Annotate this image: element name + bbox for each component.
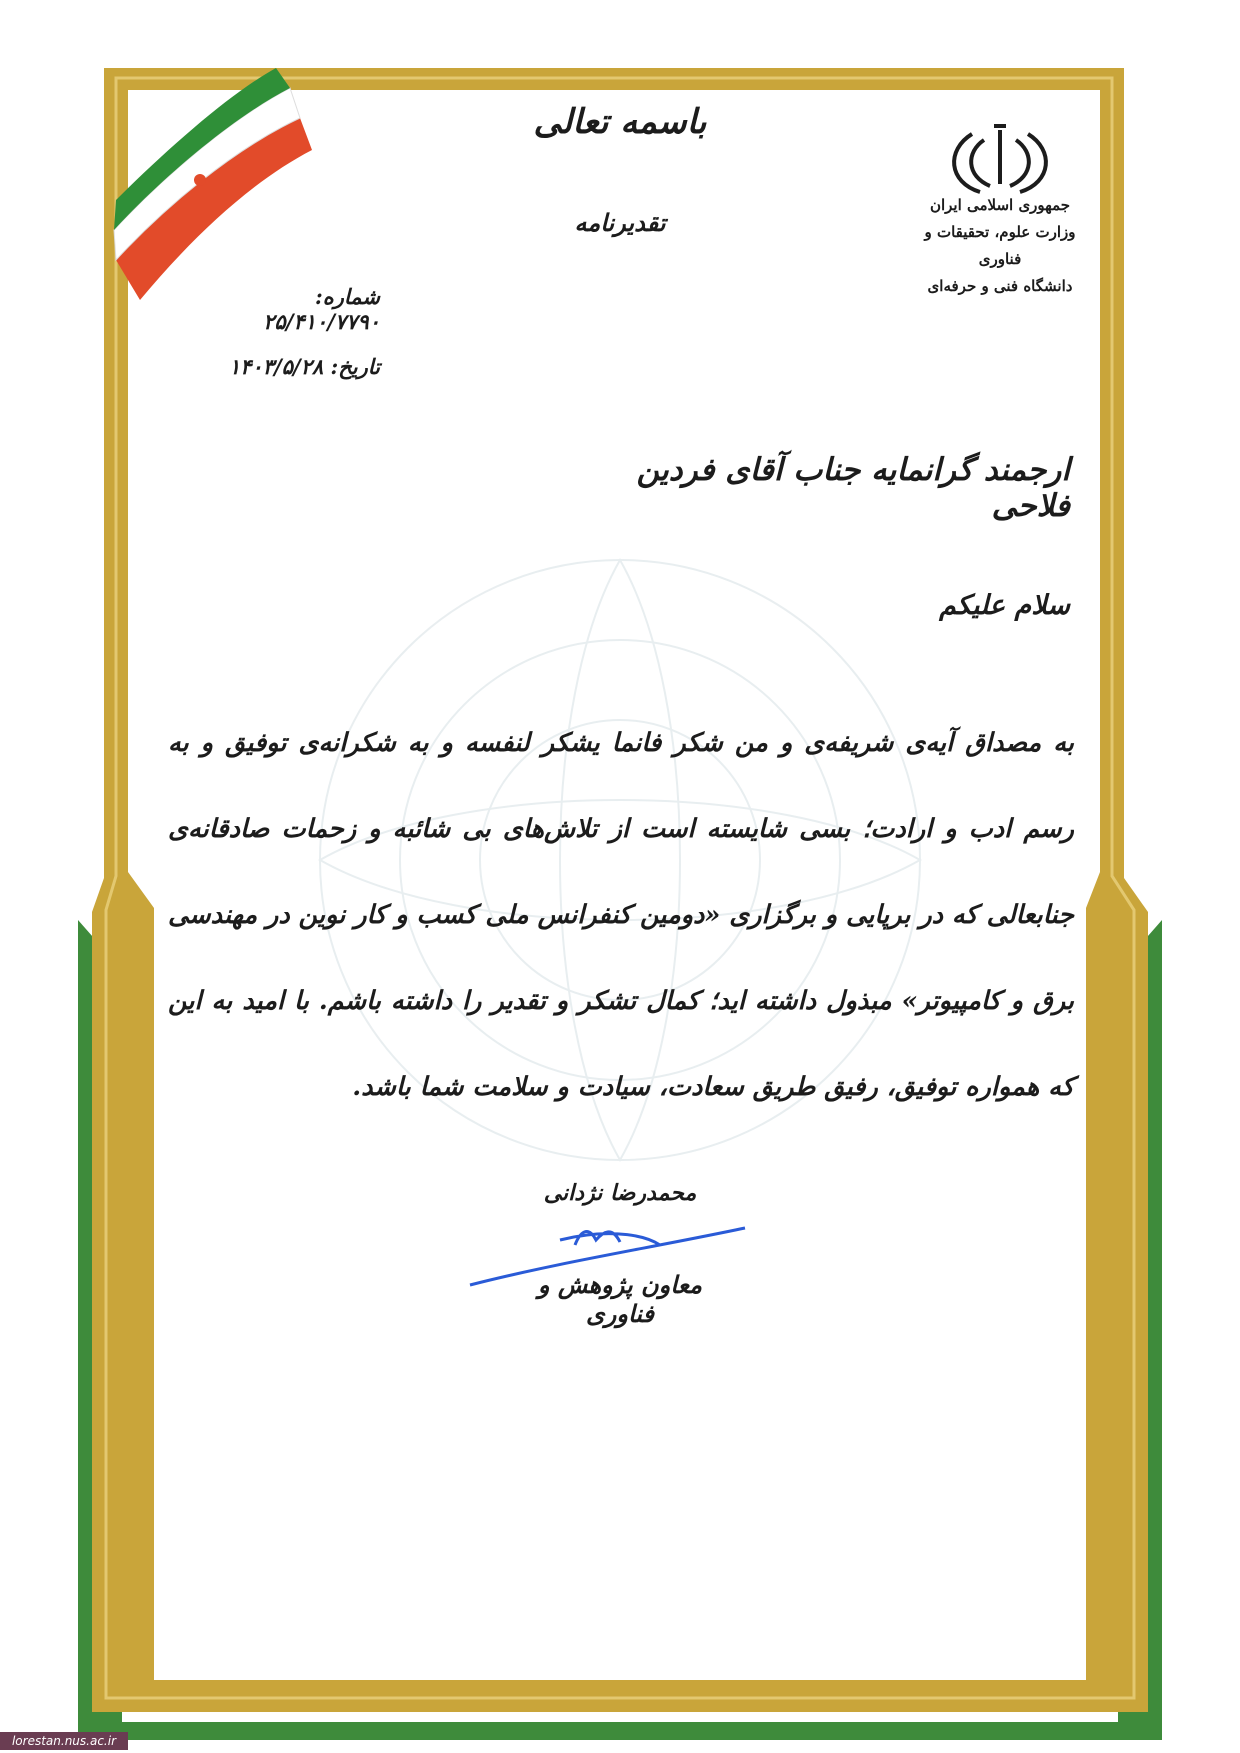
greeting: سلام علیکم	[939, 590, 1070, 621]
letter-date	[210, 354, 380, 379]
letter-body: به مصداق آیه‌ی شریفه‌ی و من شکر فانما یشکر لنفسه و به شکرانه‌ی توفیق و به رسم ادب و ارادت؛ بسی شایسته است از تلاش‌های بی شائبه و زحمات صادقانه‌ی جنابعالی که در برپایی و برگزاری «دومین کنفرانس ملی کسب و کار نوین در مهندسی برق و کامپیوتر» مبذول داشته اید؛ کمال تشکر و تقدیر را داشته باشم. با امید به این که همواره توفیق، رفیق طریق سعادت، سیادت و سلامت شما باشد.	[168, 728, 1074, 1102]
footer-url-badge: lorestan.nus.ac.ir	[0, 1732, 128, 1750]
recipient-line: ارجمند گرانمایه جناب آقای فردین فلاحی	[636, 452, 1070, 524]
ministry-line-3: دانشگاه فنی و حرفه‌ای	[927, 277, 1073, 295]
letter-number	[210, 284, 380, 334]
iran-emblem-icon	[954, 126, 1046, 192]
number-label: شماره:	[314, 284, 380, 309]
date-value: ۱۴۰۳/۵/۲۸	[228, 354, 324, 379]
ministry-line-2: وزارت علوم، تحقیقات و فناوری	[924, 223, 1076, 268]
ministry-header	[905, 192, 1095, 300]
document-title: تقدیرنامه	[574, 208, 666, 237]
bismillah-heading: باسمه تعالی	[533, 102, 707, 142]
iran-flag-ribbon-icon	[114, 68, 312, 300]
signer-name: محمدرضا نژدانی	[543, 1180, 697, 1206]
date-label: تاریخ:	[330, 354, 380, 379]
signer-title: معاون پژوهش و فناوری	[537, 1270, 703, 1328]
ministry-line-1: جمهوری اسلامی ایران	[929, 196, 1071, 214]
number-value: ۲۵/۴۱۰/۷۷۹۰	[263, 309, 380, 334]
